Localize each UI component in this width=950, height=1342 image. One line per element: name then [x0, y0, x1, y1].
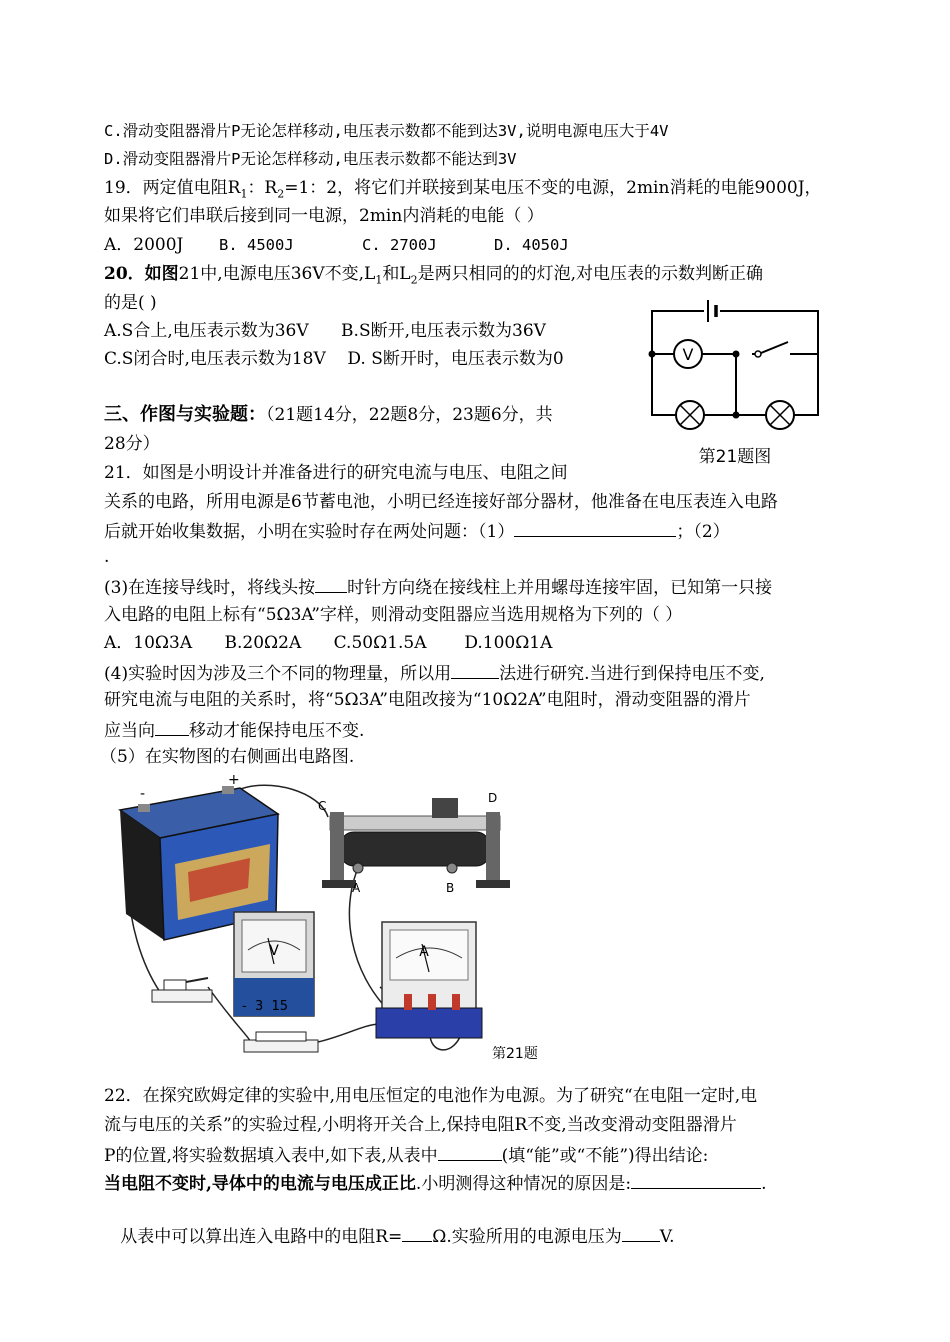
q21-part3-line2: 入电路的电阻上标有“5Ω3A”字样，则滑动变阻器应当选用规格为下列的（ ） [104, 605, 683, 625]
q22-line1: 22．在探究欧姆定律的实验中,用电压恒定的电池作为电源。为了研究“在电阻一定时,电 [104, 1086, 758, 1106]
q20-options-cd: C.S闭合时,电压表示数为18V D. S断开时，电压表示数为0 [104, 349, 564, 369]
q21-blank-3[interactable] [451, 660, 499, 679]
q22-blank-3[interactable] [402, 1223, 432, 1242]
q21-dot: . [104, 547, 110, 567]
battery-minus-label: - [140, 786, 146, 802]
q20-options-ab: A.S合上,电压表示数为36V B.S断开,电压表示数为36V [104, 321, 546, 341]
voltmeter-image [234, 912, 314, 1016]
lamp-l1 [676, 401, 704, 429]
q22-line2: 流与电压的关系”的实验过程,小明将开关合上,保持电阻R不变,当改变滑动变阻器滑片 [104, 1115, 737, 1135]
voltmeter-terminal-labels: - 3 15 [242, 999, 289, 1014]
rheostat-b-label: B [446, 881, 455, 895]
q21-blank-2[interactable] [315, 574, 347, 593]
rheostat-c-label: C [318, 799, 327, 813]
q21-part4-line1: (4)实验时因为涉及三个不同的物理量，所以用 法进行研究.当进行到保持电压不变, [104, 660, 765, 686]
q21-part4-line3: 应当向 移动才能保持电压不变. [104, 717, 364, 743]
q21-line2: 关系的电路，所用电源是6节蓄电池，小明已经连接好部分器材，他准备在电压表连入电路 [104, 492, 778, 512]
apparatus-caption: 第21题 [492, 1046, 538, 1062]
voltmeter-face-label: V [269, 943, 279, 959]
q22-blank-4[interactable] [622, 1223, 660, 1242]
q19-options: A．2000J B. 4500J C. 2700J D. 4050J [104, 235, 569, 255]
q19-line2: 如果将它们串联后接到同一电源，2min内消耗的电能（ ） [104, 206, 544, 226]
ammeter-face-label: A [419, 944, 429, 960]
switch-1-image [152, 978, 212, 1002]
q22-line3: P的位置,将实验数据填入表中,如下表,从表中 (填“能”或“不能”)得出结论: [104, 1142, 708, 1168]
q21-part5: （5）在实物图的右侧画出电路图. [100, 747, 355, 767]
q20-line1: 20．如图21中,电源电压36V不变$,L_1$和$L_2$是两只相同的的灯泡,对电压表的示数判断正确 [104, 264, 764, 287]
circuit-caption: 第21题图 [698, 447, 772, 467]
q21-part3-line1: (3)在连接导线时，将线头按 时针方向绕在接线柱上并用螺母连接牢固，已知第一只接 [104, 574, 772, 600]
rheostat-image [318, 791, 510, 895]
rheostat-a-label: A [352, 881, 361, 895]
option-c-line: C.滑动变阻器滑片P无论怎样移动,电压表示数都不能到达3V,说明电源电压大于4V [104, 122, 669, 140]
circuit-diagram [640, 295, 830, 470]
apparatus-illustration [100, 772, 560, 1070]
q22-blank-1[interactable] [438, 1142, 502, 1161]
q21-line3: 后就开始收集数据，小明在实验时存在两处问题：（1） ；（2） [104, 518, 730, 544]
battery-plus-label: + [228, 772, 240, 788]
section-3-heading: 三、作图与实验题：（21题14分，22题8分，23题6分，共 [104, 404, 553, 425]
ammeter-image [376, 922, 482, 1038]
voltmeter-label: V [682, 345, 694, 364]
q21-part3-options: A．10Ω3A B.20Ω2A C.50Ω1.5A D.100Ω1A [104, 633, 553, 653]
rheostat-d-label: D [488, 791, 498, 805]
option-d-line: D.滑动变阻器滑片P无论怎样移动,电压表示数都不能达到3V [104, 150, 517, 168]
section-3-heading-line2: 28分） [104, 434, 160, 454]
lamp-l2 [766, 401, 794, 429]
q21-line1: 21．如图是小明设计并准备进行的研究电流与电压、电阻之间 [104, 463, 568, 483]
q22-line4: 当电阻不变时,导体中的电流与电压成正比.小明测得这种情况的原因是: . [104, 1170, 766, 1196]
q22-blank-2[interactable] [631, 1170, 761, 1189]
q21-part4-line2: 研究电流与电阻的关系时，将“5Ω3A”电阻改接为“10Ω2A”电阻时，滑动变阻器的滑片 [104, 690, 751, 710]
q21-blank-1[interactable] [514, 518, 676, 537]
q21-blank-4[interactable] [155, 717, 189, 736]
q20-line2: 的是( ) [104, 293, 157, 313]
q22-line5: 从表中可以算出连入电路中的电阻R= Ω.实验所用的电源电压为 V. [104, 1199, 674, 1249]
q19-line1: 19．两定值电阻$R_1$：$R_2=1$：2，将它们并联接到某电压不变的电源，2min消耗的电能9000J， [104, 178, 822, 201]
switch-2-image [244, 1032, 318, 1052]
